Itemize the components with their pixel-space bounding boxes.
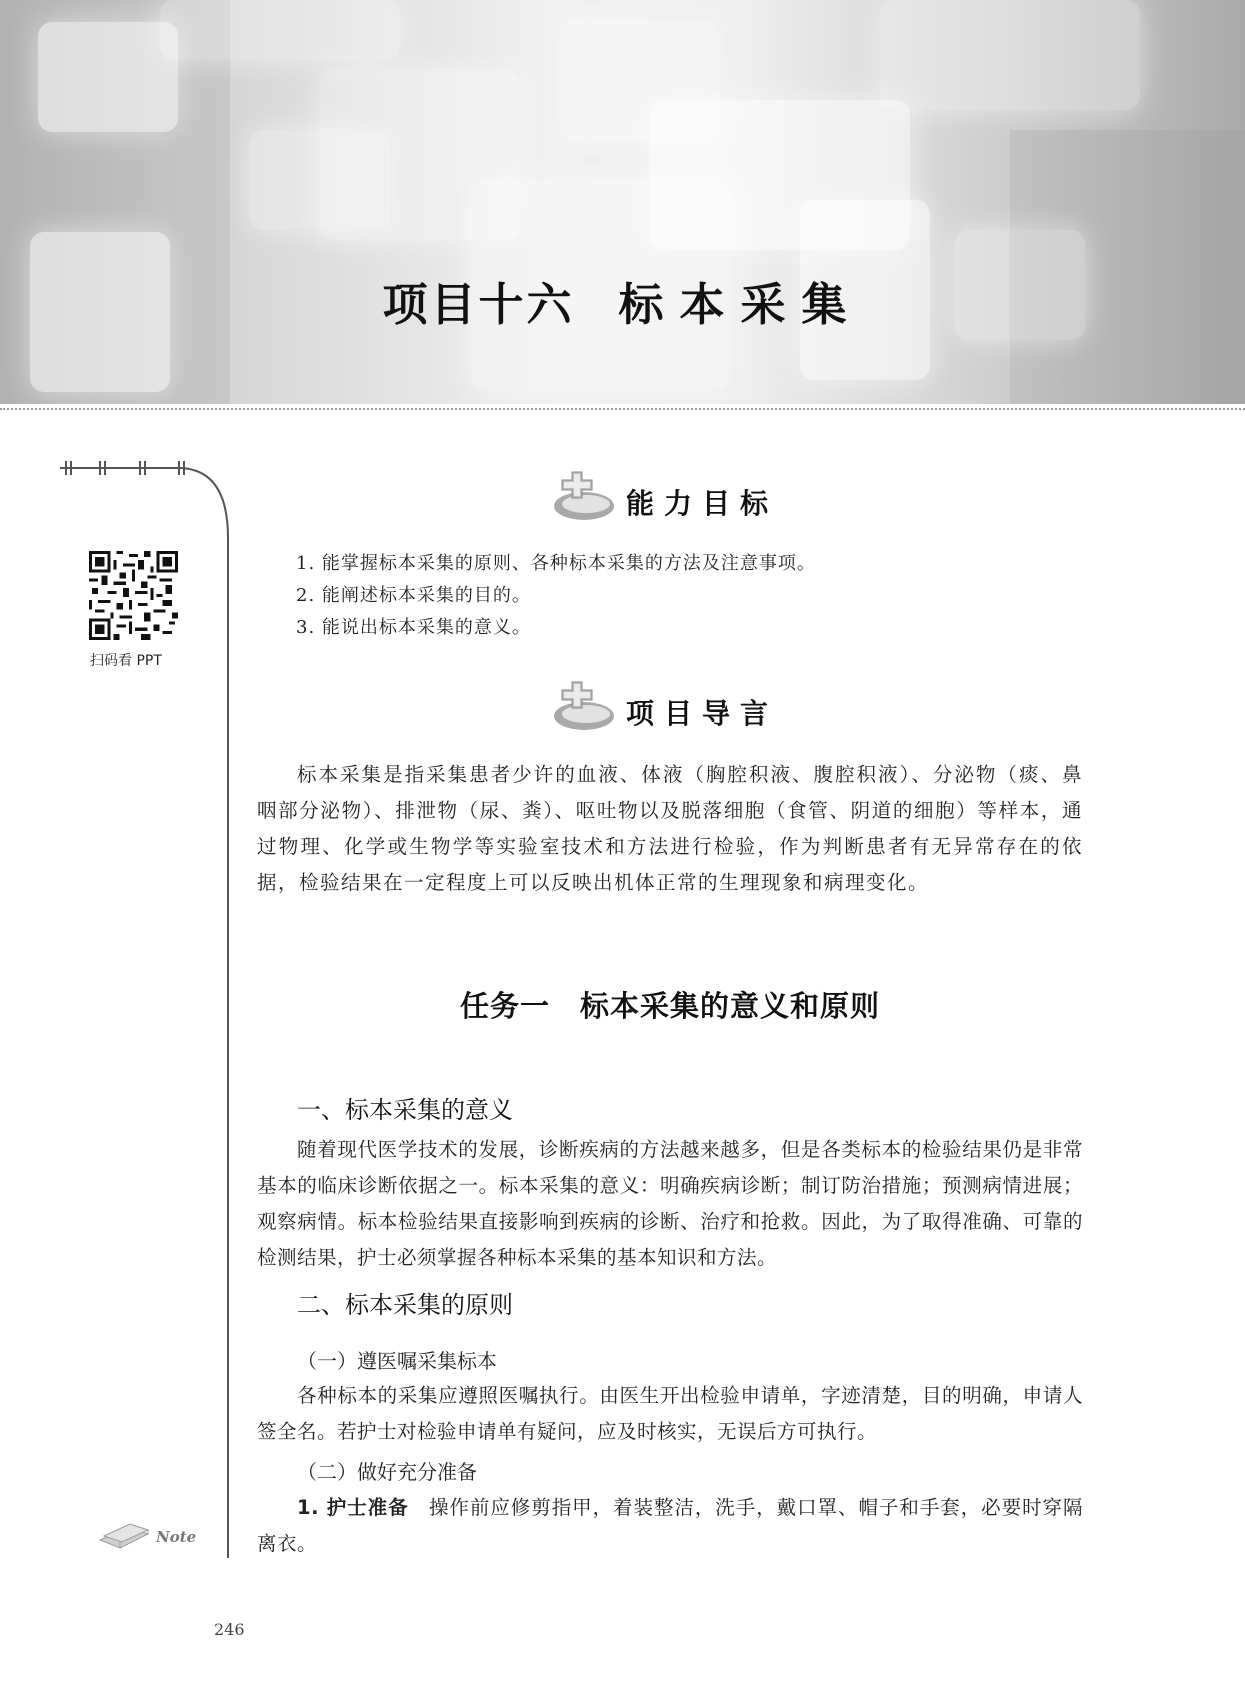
nurse-preparation-text: 操作前应修剪指甲，着装整洁，洗手，戴口罩、帽子和手套，必要时穿隔离衣。 <box>257 1496 1083 1555</box>
subheading-preparation: （二）做好充分准备 <box>297 1460 477 1484</box>
subheading-doctor-order: （一）遵医嘱采集标本 <box>297 1349 497 1373</box>
objective-item: 1. 能掌握标本采集的原则、各种标本采集的方法及注意事项。 <box>296 553 816 574</box>
section-heading-meaning: 一、标本采集的意义 <box>297 1096 513 1124</box>
note-label: Note <box>156 1528 197 1546</box>
project-name: 标本采集 <box>618 278 863 331</box>
project-number: 项目十六 <box>382 278 575 331</box>
note-icon <box>98 1514 198 1554</box>
medical-cross-icon <box>548 470 628 530</box>
objectives-label: 能力目标 <box>626 487 779 520</box>
doctor-order-paragraph: 各种标本的采集应遵照医嘱执行。由医生开出检验申请单，字迹清楚，目的明确，申请人签全名。若护士对检验申请单有疑问，应及时核实，无误后方可执行。 <box>257 1384 1083 1443</box>
project-title <box>0 268 1245 333</box>
medical-cross-icon <box>548 680 628 740</box>
page-number: 246 <box>214 1620 245 1639</box>
objective-item: 3. 能说出标本采集的意义。 <box>296 617 531 638</box>
task-name: 标本采集的意义和原则 <box>580 989 881 1023</box>
intro-paragraph: 标本采集是指采集患者少许的血液、体液（胸腔积液、腹腔积液）、分泌物（痰、鼻咽部分泌物）、排泄物（尿、粪）、呕吐物以及脱落细胞（食管、阴道的细胞）等样本，通过物理、化学或生物学等实验室技术和方法进行检验，作为判断患者有无异常存在的依据，检验结果在一定程度上可以反映出机体正常的生理现象和病理变化。 <box>257 763 1083 894</box>
task-title <box>257 984 1083 1025</box>
meaning-paragraph: 随着现代医学技术的发展，诊断疾病的方法越来越多，但是各类标本的检验结果仍是非常基本的临床诊断依据之一。标本采集的意义：明确疾病诊断；制订防治措施；预测病情进展；观察病情。标本检验结果直接影响到疾病的诊断、治疗和抢救。因此，为了取得准确、可靠的检测结果，护士必须掌握各种标本采集的基本知识和方法。 <box>257 1138 1083 1269</box>
objective-item: 2. 能阐述标本采集的目的。 <box>296 585 531 606</box>
header-divider <box>0 408 1245 410</box>
section-heading-principles: 二、标本采集的原则 <box>297 1291 513 1319</box>
banner-block <box>38 22 178 132</box>
qr-code[interactable] <box>89 551 178 640</box>
nurse-preparation-paragraph <box>257 1490 1083 1562</box>
intro-label: 项目导言 <box>626 697 779 730</box>
qr-caption: 扫码看 PPT <box>90 653 162 669</box>
banner-block <box>160 0 400 60</box>
objectives-badge <box>548 470 808 530</box>
intro-badge <box>548 680 808 740</box>
banner-block <box>880 0 1140 110</box>
task-number: 任务一 <box>459 989 550 1023</box>
nurse-preparation-label: 1. 护士准备 <box>297 1496 409 1519</box>
banner-block <box>250 130 390 230</box>
objectives-list <box>296 548 1076 644</box>
header-banner <box>0 0 1245 404</box>
